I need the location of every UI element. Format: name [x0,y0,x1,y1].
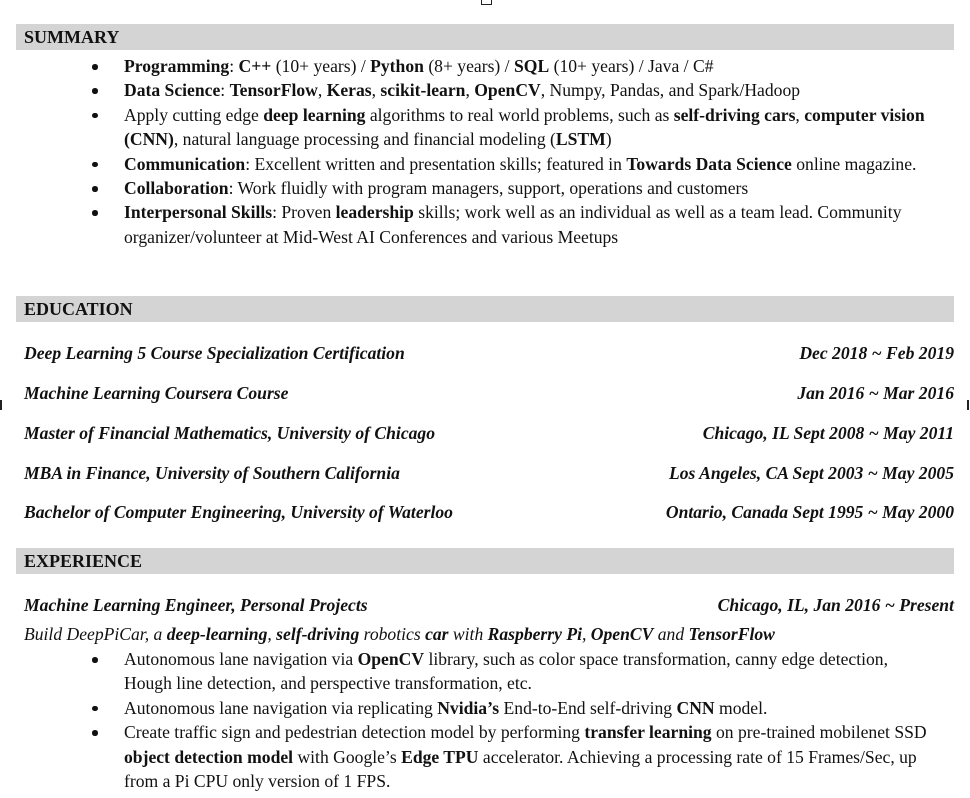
education-date: Dec 2018 ~ Feb 2019 [799,343,954,363]
list-item [0,103,970,152]
text-run: , Numpy, Pandas, and Spark/Hadoop [540,80,801,101]
bold-text: SQL [513,56,550,76]
text-run: library, such as color space transformation, canny edge detection, Hough line detection, and perspective transformation, etc. [124,649,889,694]
text-run: : Excellent written and presentation skills; featured in [245,153,627,174]
experience-list [0,647,970,793]
bold-text: scikit-learn [380,80,466,101]
education-entry [24,461,954,485]
text-run: and [653,624,689,644]
list-item [0,647,970,696]
bold-text: OpenCV [474,80,541,101]
job-entry [24,593,954,617]
bold-text: car [425,624,449,644]
text-run: (8+ years) / [423,56,514,76]
bold-text: leadership [335,202,414,223]
bold-text: Python [370,56,424,76]
text-run: : [220,80,230,101]
list-item [0,200,970,249]
bold-text: Keras [326,80,372,101]
education-title: MBA in Finance, University of Southern California [24,463,400,483]
bold-text: CNN [676,697,715,718]
text-run: , [795,104,805,125]
text-run: (10+ years) / Java / C# [549,56,714,76]
text-run: robotics [359,624,426,644]
education-date: Chicago, IL Sept 2008 ~ May 2011 [702,423,954,443]
text-run: : Proven [272,202,336,223]
bold-text: TensorFlow [688,624,775,644]
selection-handle-right [967,400,969,410]
job-date: Chicago, IL, Jan 2016 ~ Present [717,595,954,615]
bold-text: Communication [124,153,246,174]
education-entry [24,500,954,524]
bold-text: Interpersonal Skills [124,202,273,223]
bold-text: Collaboration [124,178,229,199]
project-description [24,622,775,646]
education-date: Ontario, Canada Sept 1995 ~ May 2000 [665,502,954,522]
bold-text: deep learning [263,104,366,125]
job-title: Machine Learning Engineer, Personal Projects [24,595,368,615]
text-run: skills; work well as an individual as well as a team lead. Community organizer/volunteer at Mid-West AI Conferences and various Meetups [124,202,902,247]
bold-text: self-driving [276,624,360,644]
list-item [0,54,970,78]
education-title: Deep Learning 5 Course Specialization Certification [24,343,405,363]
bold-text: C++ [238,56,272,76]
text-run: , [317,80,327,101]
summary-heading: SUMMARY [16,24,954,50]
bold-text: Edge TPU [401,746,479,767]
text-run: , natural language processing and financial modeling ( [173,129,556,150]
bold-text: computer vision (CNN) [124,104,925,150]
education-entry [24,341,954,365]
selection-handle-top [481,0,492,5]
bold-text: self-driving cars [673,104,796,125]
text-run: , [267,624,277,644]
education-heading: EDUCATION [16,296,954,322]
text-run: , [581,624,591,644]
education-date: Jan 2016 ~ Mar 2016 [797,383,954,403]
bold-text: OpenCV [590,624,654,644]
bold-text: transfer learning [584,722,712,743]
text-run: End-to-End self-driving [499,697,677,718]
list-item [0,78,970,102]
bold-text: object detection model [124,746,294,767]
list-item [0,152,970,176]
text-run: accelerator. Achieving a processing rate of 15 Frames/Sec, up from a Pi CPU only version of 1 FPS. [124,746,917,792]
education-date: Los Angeles, CA Sept 2003 ~ May 2005 [668,463,954,483]
text-run: , [465,80,475,101]
text-run: : [229,56,239,76]
education-title: Machine Learning Coursera Course [24,383,289,403]
text-run: Autonomous lane navigation via [124,649,358,669]
experience-heading: EXPERIENCE [16,548,954,574]
text-run: Build DeepPiCar, a [24,624,167,644]
bold-text: Data Science [124,80,221,101]
list-item [0,176,970,200]
text-run: with Google’s [293,746,402,767]
text-run: online magazine. [791,153,917,174]
education-title: Bachelor of Computer Engineering, University of Waterloo [24,502,453,522]
text-run: Apply cutting edge [124,104,264,125]
bold-text: TensorFlow [229,80,318,101]
education-entry [24,381,954,405]
bold-text: Nvidia’s [437,697,500,718]
list-item [0,720,970,793]
text-run: model. [714,697,768,718]
text-run: , [371,80,381,101]
text-run: ) [605,129,612,150]
selection-handle-left [0,400,2,410]
bold-text: Programming [124,56,230,76]
education-entry [24,421,954,445]
list-item [0,696,970,720]
text-run: on pre-trained mobilenet SSD [711,722,927,743]
text-run: Autonomous lane navigation via replicating [124,697,438,718]
text-run: algorithms to real world problems, such as [365,104,674,125]
education-title: Master of Financial Mathematics, University of Chicago [24,423,436,443]
text-run: with [448,624,488,644]
bold-text: LSTM [555,129,606,150]
summary-list [0,54,970,249]
bold-text: Towards Data Science [626,153,792,174]
text-run: Create traffic sign and pedestrian detection model by performing [124,722,585,743]
bold-text: deep-learning [166,624,268,644]
bold-text: Raspberry Pi [487,624,582,644]
text-run: : Work fluidly with program managers, support, operations and customers [228,178,749,199]
bold-text: OpenCV [357,649,425,669]
text-run: (10+ years) / [271,56,371,76]
